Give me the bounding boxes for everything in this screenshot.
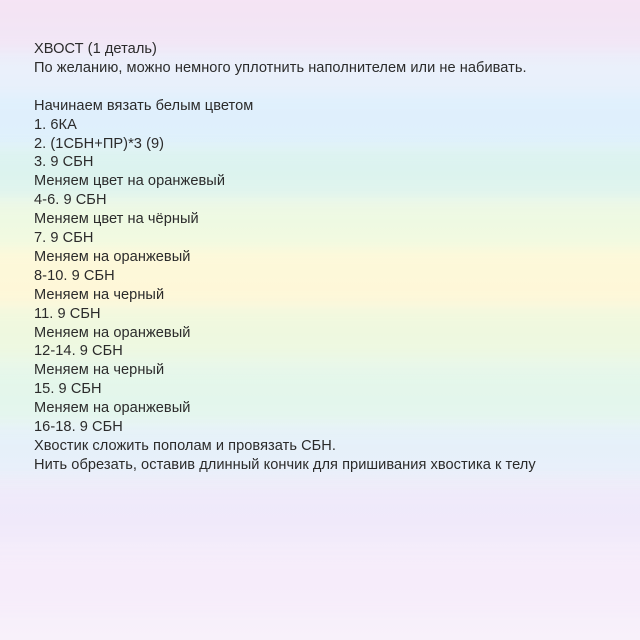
instruction-line: 3. 9 СБН <box>34 154 94 171</box>
instruction-line: Меняем на оранжевый <box>34 400 191 417</box>
pattern-instructions <box>34 40 624 475</box>
instruction-line: 1. 6КА <box>34 116 77 133</box>
instruction-line: 7. 9 СБН <box>34 230 94 247</box>
instruction-line: 2. (1СБН+ПР)*3 (9) <box>34 135 165 152</box>
instruction-line: 16-18. 9 СБН <box>34 419 123 436</box>
instruction-line: 8-10. 9 СБН <box>34 267 115 284</box>
section-title: ХВОСТ (1 деталь) <box>34 41 157 57</box>
instruction-line: 12-14. 9 СБН <box>34 343 123 360</box>
instruction-line: Меняем на оранжевый <box>34 324 191 341</box>
finishing-instruction: Хвостик сложить пополам и провязать СБН. <box>34 438 337 455</box>
instruction-line: Меняем цвет на чёрный <box>34 211 199 228</box>
instruction-line: Меняем на оранжевый <box>34 248 191 265</box>
instruction-line: 4-6. 9 СБН <box>34 192 107 209</box>
background-stripe <box>0 490 640 540</box>
instruction-line: Начинаем вязать белым цветом <box>34 97 254 114</box>
instruction-line: Меняем на черный <box>34 286 165 303</box>
background-stripe <box>0 555 640 615</box>
instruction-line: Меняем на черный <box>34 362 165 379</box>
instruction-line: Меняем цвет на оранжевый <box>34 173 226 190</box>
instruction-line: 15. 9 СБН <box>34 381 102 398</box>
instruction-line: 11. 9 СБН <box>34 305 101 322</box>
finishing-instruction: Нить обрезать, оставив длинный кончик для пришивания хвостика к телу <box>34 456 536 473</box>
stuffing-note: По желанию, можно немного уплотнить наполнителем или не набивать. <box>34 59 527 76</box>
blank-line <box>34 78 624 97</box>
